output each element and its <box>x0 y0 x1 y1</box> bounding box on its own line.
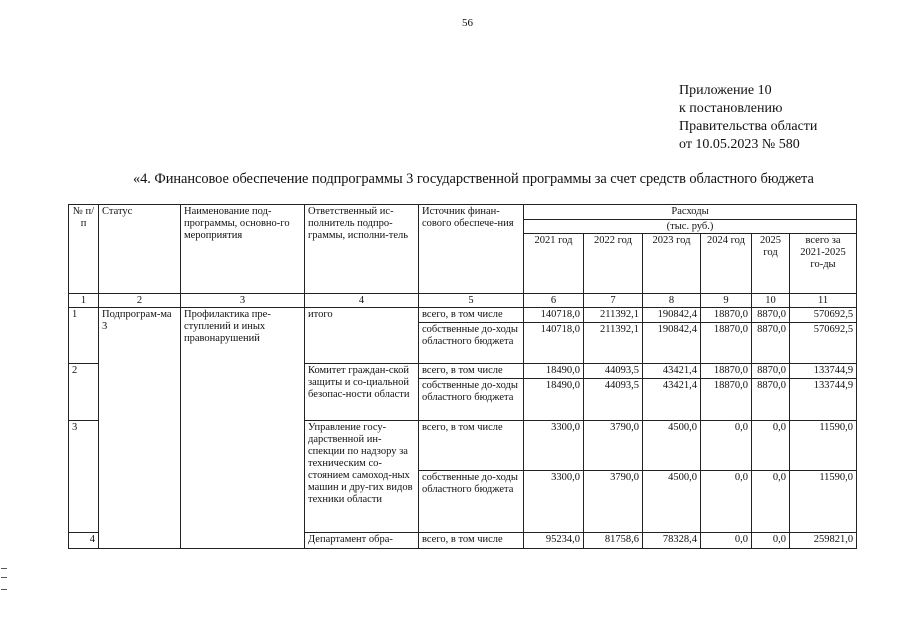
scan-edge-mark <box>1 568 7 590</box>
source-cell: всего, в том числе <box>419 308 524 323</box>
value-cell: 18490,0 <box>524 364 584 379</box>
value-cell: 18490,0 <box>524 379 584 421</box>
value-cell: 0,0 <box>701 471 752 533</box>
value-cell: 8870,0 <box>752 379 790 421</box>
header-year: 2021 год <box>524 234 584 294</box>
appendix-line: Приложение 10 <box>679 83 772 98</box>
column-number: 1 <box>69 294 99 308</box>
value-cell: 8870,0 <box>752 364 790 379</box>
value-cell: 0,0 <box>701 421 752 471</box>
column-number: 9 <box>701 294 752 308</box>
column-number: 2 <box>99 294 181 308</box>
value-cell: 0,0 <box>752 421 790 471</box>
value-cell: 140718,0 <box>524 308 584 323</box>
page-number: 56 <box>462 17 473 29</box>
value-cell: 3300,0 <box>524 421 584 471</box>
value-cell: 18870,0 <box>701 379 752 421</box>
value-cell: 3790,0 <box>584 471 643 533</box>
document-title: «4. Финансовое обеспечение подпрограммы 3 государственной программы за счет средств областного бюджета <box>133 171 814 187</box>
value-cell: 4500,0 <box>643 471 701 533</box>
value-cell: 190842,4 <box>643 323 701 364</box>
value-cell: 0,0 <box>752 471 790 533</box>
value-cell: 43421,4 <box>643 364 701 379</box>
source-cell: всего, в том числе <box>419 364 524 379</box>
header-executor: Ответственный ис-полнитель подпро-граммы, исполни-тель <box>305 205 419 294</box>
value-cell: 18870,0 <box>701 308 752 323</box>
value-cell: 8870,0 <box>752 323 790 364</box>
value-cell: 211392,1 <box>584 323 643 364</box>
value-cell: 0,0 <box>701 533 752 549</box>
appendix-line: от 10.05.2023 № 580 <box>679 137 800 152</box>
value-cell: 0,0 <box>752 533 790 549</box>
column-number: 6 <box>524 294 584 308</box>
header-year: 2023 год <box>643 234 701 294</box>
column-number: 8 <box>643 294 701 308</box>
executor-cell: Департамент обра- <box>305 533 419 549</box>
column-number: 10 <box>752 294 790 308</box>
header-year: 2022 год <box>584 234 643 294</box>
value-cell: 18870,0 <box>701 364 752 379</box>
value-cell: 43421,4 <box>643 379 701 421</box>
financing-table <box>68 204 857 549</box>
row-number: 3 <box>69 421 99 533</box>
value-cell: 78328,4 <box>643 533 701 549</box>
header-year-total: всего за 2021-2025 го-ды <box>790 234 857 294</box>
column-number: 7 <box>584 294 643 308</box>
header-year: 2024 год <box>701 234 752 294</box>
source-cell: всего, в том числе <box>419 533 524 549</box>
executor-cell: итого <box>305 308 419 364</box>
value-cell: 140718,0 <box>524 323 584 364</box>
column-number-row <box>69 294 857 308</box>
header-units: (тыс. руб.) <box>524 220 857 234</box>
appendix-block <box>679 82 817 154</box>
value-cell: 3790,0 <box>584 421 643 471</box>
value-cell: 4500,0 <box>643 421 701 471</box>
source-cell: всего, в том числе <box>419 421 524 471</box>
source-cell: собственные до-ходы областного бюджета <box>419 323 524 364</box>
appendix-line: Правительства области <box>679 119 818 134</box>
status-cell: Подпрограм-ма 3 <box>99 308 181 549</box>
value-cell: 133744,9 <box>790 379 857 421</box>
table-row <box>69 308 857 323</box>
row-number: 1 <box>69 308 99 364</box>
header-name: Наименование под-программы, основно-го мероприятия <box>181 205 305 294</box>
row-number: 4 <box>69 533 99 549</box>
program-name-cell: Профилактика пре-ступлений и иных правонарушений <box>181 308 305 549</box>
header-source: Источник финан-сового обеспече-ния <box>419 205 524 294</box>
value-cell: 44093,5 <box>584 364 643 379</box>
value-cell: 570692,5 <box>790 323 857 364</box>
value-cell: 259821,0 <box>790 533 857 549</box>
value-cell: 570692,5 <box>790 308 857 323</box>
column-number: 3 <box>181 294 305 308</box>
appendix-line: к постановлению <box>679 101 783 116</box>
value-cell: 133744,9 <box>790 364 857 379</box>
value-cell: 11590,0 <box>790 421 857 471</box>
executor-cell: Управление госу-дарственной ин-спекции по надзору за техническим со-стоянием самоход-ных машин и дру-гих видов техники области <box>305 421 419 533</box>
header-num: № п/п <box>69 205 99 294</box>
column-number: 5 <box>419 294 524 308</box>
source-cell: собственные до-ходы областного бюджета <box>419 471 524 533</box>
source-cell: собственные до-ходы областного бюджета <box>419 379 524 421</box>
value-cell: 8870,0 <box>752 308 790 323</box>
value-cell: 81758,6 <box>584 533 643 549</box>
header-status: Статус <box>99 205 181 294</box>
executor-cell: Комитет граждан-ской защиты и со-циальной безопас-ности области <box>305 364 419 421</box>
value-cell: 190842,4 <box>643 308 701 323</box>
value-cell: 11590,0 <box>790 471 857 533</box>
column-number: 4 <box>305 294 419 308</box>
header-year: 2025 год <box>752 234 790 294</box>
row-number: 2 <box>69 364 99 421</box>
value-cell: 18870,0 <box>701 323 752 364</box>
value-cell: 211392,1 <box>584 308 643 323</box>
column-number: 11 <box>790 294 857 308</box>
value-cell: 3300,0 <box>524 471 584 533</box>
value-cell: 95234,0 <box>524 533 584 549</box>
header-expenses: Расходы <box>524 205 857 220</box>
value-cell: 44093,5 <box>584 379 643 421</box>
